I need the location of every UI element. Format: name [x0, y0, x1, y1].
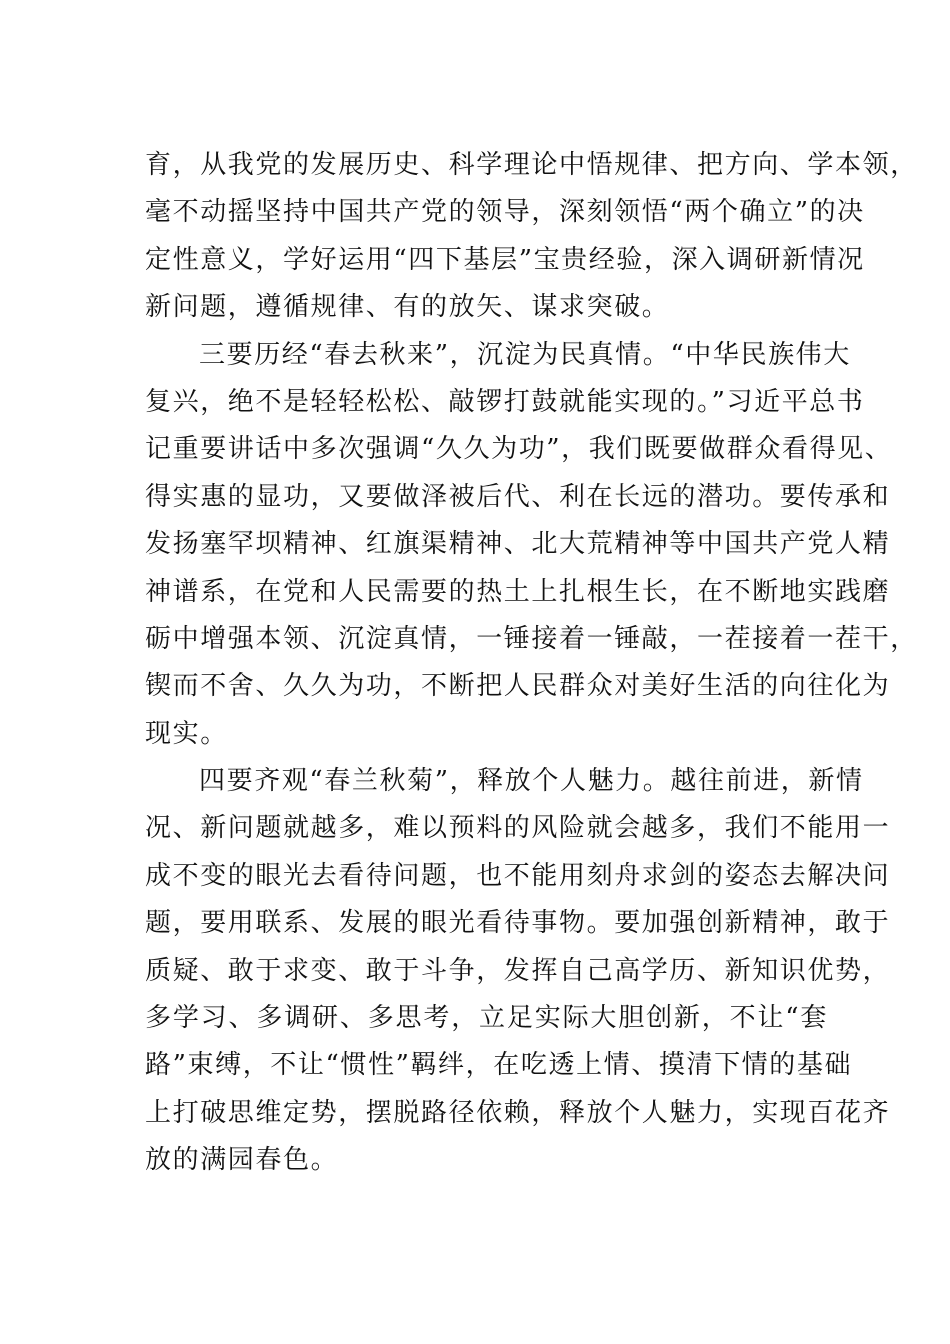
text-line: 育，从我党的发展历史、科学理论中悟规律、把方向、学本领，: [145, 150, 918, 180]
paragraph-start-line: 四要齐观“春兰秋菊”，释放个人魅力。越往前进，新情: [199, 766, 864, 797]
text-line: 质疑、敢于求变、敢于斗争，发挥自己高学历、新知识优势，: [145, 955, 891, 986]
text-line: 成不变的眼光去看待问题，也不能用刻舟求剑的姿态去解决问: [145, 860, 891, 891]
text-line: 上打破思维定势，摆脱路径依赖，释放个人魅力，实现百花齐: [145, 1097, 891, 1128]
text-line: 新问题，遵循规律、有的放矢、谋求突破。: [145, 292, 670, 323]
text-line: 毫不动摇坚持中国共产党的领导，深刻领悟“两个确立”的决: [145, 197, 865, 228]
text-line: 放的满园春色。: [145, 1145, 339, 1176]
text-line: 记重要讲话中多次强调“久久为功”，我们既要做群众看得见、: [145, 434, 893, 465]
text-line: 得实惠的显功，又要做泽被后代、利在长远的潜功。要传承和: [145, 481, 891, 512]
text-line: 定性意义，学好运用“四下基层”宝贵经验，深入调研新情况: [145, 244, 865, 275]
paragraph-start-line: 三要历经“春去秋来”，沉淀为民真情。“中华民族伟大: [199, 339, 851, 370]
text-line: 况、新问题就越多，难以预料的风险就会越多，我们不能用一: [145, 813, 891, 844]
text-line: 题，要用联系、发展的眼光看待事物。要加强创新精神，敢于: [145, 908, 891, 939]
text-line: 路”束缚，不让“惯性”羁绊，在吃透上情、摸清下情的基础: [145, 1050, 853, 1081]
text-line: 复兴，绝不是轻轻松松、敲锣打鼓就能实现的。”习近平总书: [145, 386, 865, 417]
text-line: 砺中增强本领、沉淀真情，一锤接着一锤敲，一茬接着一茬干，: [145, 623, 918, 654]
body-text: [145, 142, 918, 1185]
text-line: 神谱系，在党和人民需要的热土上扎根生长，在不断地实践磨: [145, 576, 891, 607]
text-line: 发扬塞罕坝精神、红旗渠精神、北大荒精神等中国共产党人精: [145, 529, 891, 560]
text-line: 现实。: [145, 718, 228, 749]
text-line: 锲而不舍、久久为功，不断把人民群众对美好生活的向往化为: [145, 671, 891, 702]
text-line: 多学习、多调研、多思考，立足实际大胆创新，不让“套: [145, 1003, 828, 1034]
